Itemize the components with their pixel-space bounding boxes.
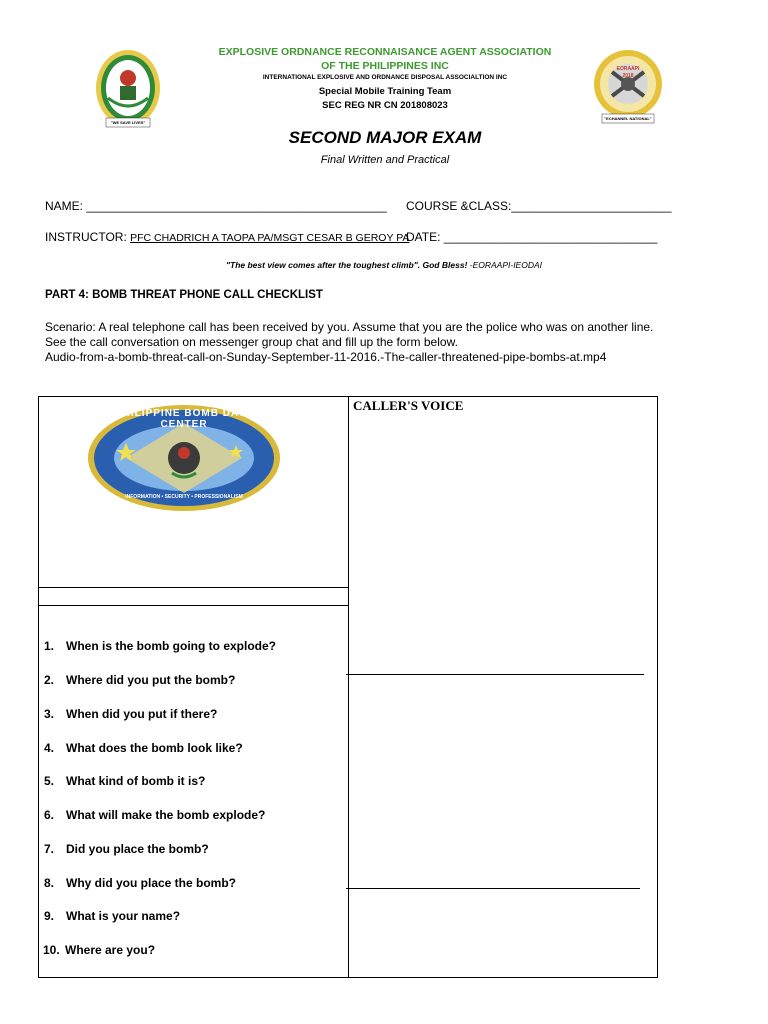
question-item [44, 673, 235, 687]
callers-voice-heading: CALLER'S VOICE [353, 398, 464, 413]
question-item [44, 639, 276, 653]
date-label: DATE: [406, 230, 441, 244]
question-number: 7. [44, 842, 55, 856]
left-logo-motto: "WE SAVE LIVES" [110, 120, 146, 125]
org-name-line2: OF THE PHILIPPINES INC [321, 60, 449, 72]
question-number: 8. [44, 876, 55, 890]
name-label: NAME: [45, 199, 84, 213]
table-row-line-2 [38, 605, 349, 606]
scenario-line3[interactable]: Audio-from-a-bomb-threat-call-on-Sunday-September-11-2016.-The-caller-threatened-pipe-bombs-at.mp4 [45, 350, 607, 364]
question-text: When is the bomb going to explode? [66, 639, 276, 653]
question-text: What kind of bomb it is? [66, 774, 206, 788]
date-row [406, 230, 657, 244]
pbdc-logo-bottom-text: INFORMATION • SECURITY • PROFESSIONALISM [125, 494, 243, 500]
org-name-line1: EXPLOSIVE ORDNANCE RECONNAISANCE AGENT ASSOCIATION [218, 46, 552, 58]
question-text: Where did you put the bomb? [66, 673, 236, 687]
callers-voice-line-1[interactable] [346, 674, 644, 675]
quote-attribution: -EORAAPI-IEODAI [469, 260, 543, 270]
question-item [44, 876, 236, 890]
right-logo-label: EORAAPI [616, 66, 640, 72]
question-item [44, 909, 180, 923]
pbdc-logo-text: PHILIPPINE BOMB DATA CENTER [115, 408, 253, 430]
course-label: COURSE &CLASS: [406, 199, 512, 213]
question-text: Did you place the bomb? [66, 842, 209, 856]
question-item [44, 707, 217, 721]
part-heading: PART 4: BOMB THREAT PHONE CALL CHECKLIST [45, 289, 323, 301]
question-item [43, 943, 155, 957]
scenario-line2: See the call conversation on messenger group chat and fill up the form below. [45, 335, 458, 349]
table-divider [348, 396, 349, 978]
question-number: 5. [44, 774, 55, 788]
name-row [45, 199, 387, 213]
right-logo-motto: "ECHANNEL NATIONAL" [604, 116, 652, 121]
name-blank[interactable]: _____________________________________________ [86, 199, 387, 213]
question-text: Why did you place the bomb? [66, 876, 237, 890]
question-text: When did you put if there? [66, 707, 218, 721]
question-number: 4. [44, 741, 55, 755]
instructor-label: INSTRUCTOR: [45, 230, 127, 244]
question-item [44, 774, 205, 788]
question-text: Where are you? [65, 943, 156, 957]
team-name: Special Mobile Training Team [318, 86, 452, 97]
instructor-row [45, 230, 409, 244]
sec-reg-number: SEC REG NR CN 201808023 [322, 100, 448, 111]
question-number: 9. [44, 909, 55, 923]
question-number: 3. [44, 707, 55, 721]
question-text: What is your name? [66, 909, 181, 923]
question-item [44, 808, 265, 822]
question-number: 10. [43, 943, 60, 957]
question-number: 2. [44, 673, 55, 687]
course-blank[interactable]: ________________________ [511, 199, 672, 213]
motivational-quote [100, 260, 668, 270]
question-number: 6. [44, 808, 55, 822]
course-row [406, 199, 672, 213]
question-text: What does the bomb look like? [66, 741, 243, 755]
right-logo-year: 2018 [622, 73, 634, 79]
question-item [44, 842, 209, 856]
org-name-line3: INTERNATIONAL EXPLOSIVE AND ORDNANCE DISPOSAL ASSOCIALTION INC [262, 74, 508, 81]
exam-subtitle: Final Written and Practical [320, 154, 450, 166]
question-number: 1. [44, 639, 55, 653]
exam-title: SECOND MAJOR EXAM [288, 128, 482, 147]
callers-voice-line-2[interactable] [346, 888, 640, 889]
question-text: What will make the bomb explode? [66, 808, 266, 822]
quote-text: "The best view comes after the toughest climb". God Bless! [225, 260, 470, 270]
scenario-line1: Scenario: A real telephone call has been received by you. Assume that you are the police who was on another line. [45, 320, 654, 334]
table-row-line-1 [38, 587, 349, 588]
date-blank[interactable]: ________________________________ [443, 230, 658, 244]
instructor-value: PFC CHADRICH A TAOPA PA/MSGT CESAR B GEROY PA [130, 232, 410, 244]
question-item [44, 741, 243, 755]
